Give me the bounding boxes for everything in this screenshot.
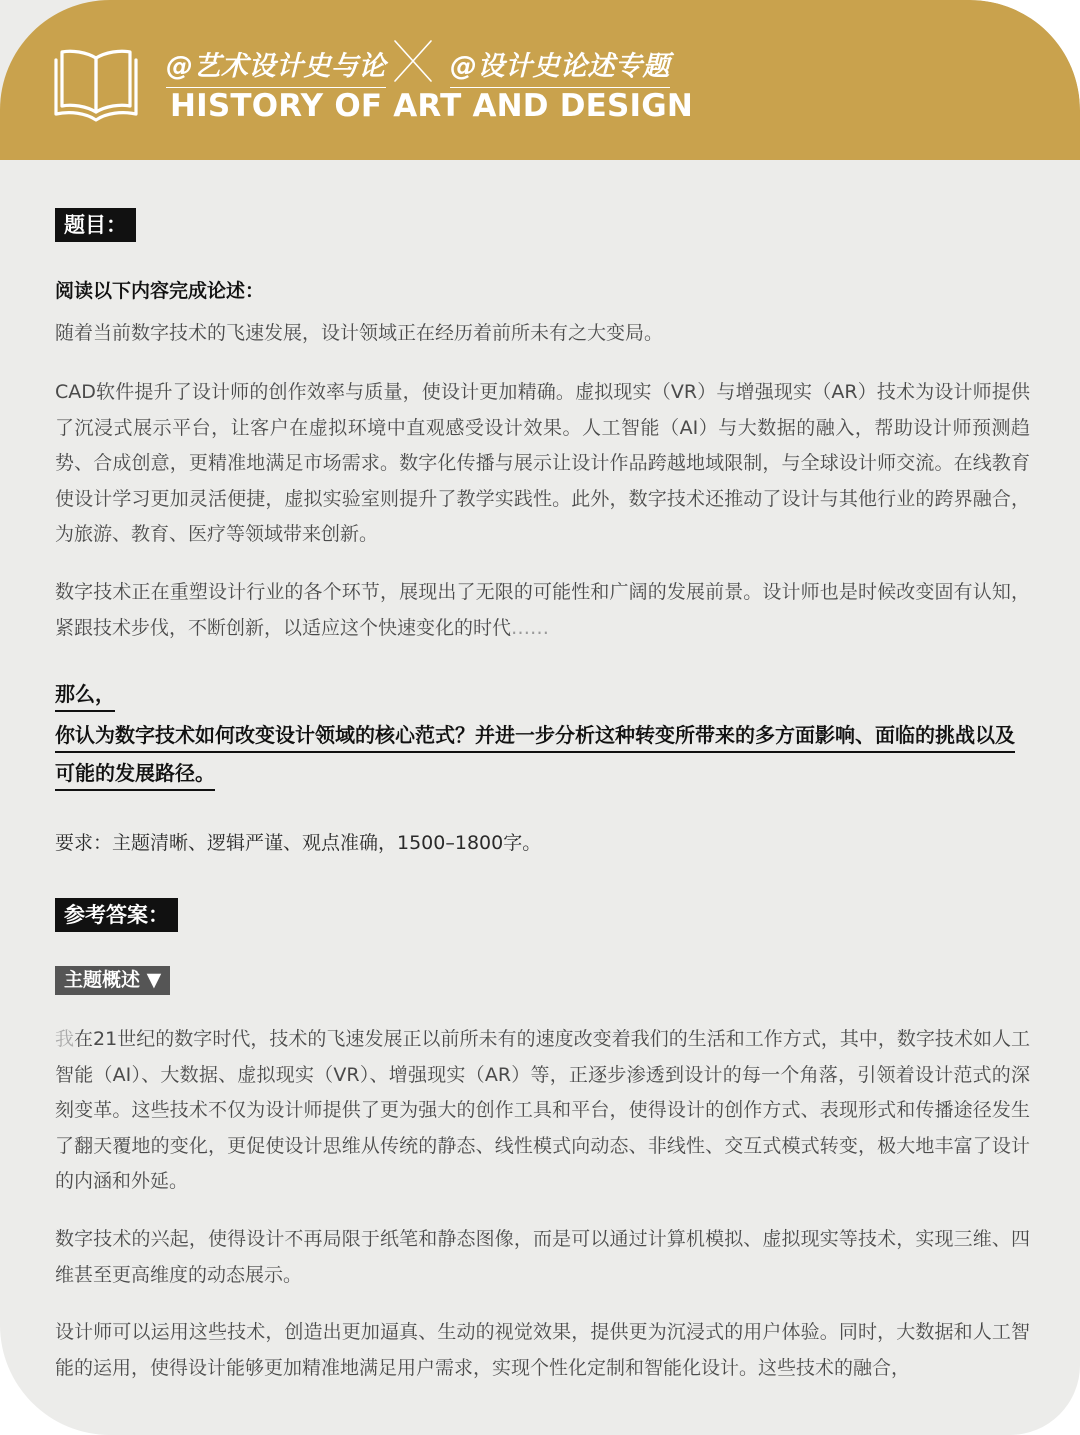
cross-icon — [392, 38, 434, 84]
question-label: 题目： — [55, 208, 136, 242]
question-paragraph-3-text: 数字技术正在重塑设计行业的各个环节，展现出了无限的可能性和广阔的发展前景。设计师也是时候改变固有认知，紧跟技术步伐，不断创新，以适应这个快速变化的时代 — [55, 581, 1030, 639]
question-paragraph-1-text: 随着当前数字技术的飞速发展，设计领域正在经历着前所未有之大变局。 — [55, 322, 664, 344]
answer-paragraph-3 — [55, 1315, 1030, 1386]
drop-char: 我 — [55, 1028, 75, 1050]
answer-paragraph-2 — [55, 1222, 1030, 1293]
question-paragraph-2-text: CAD软件提升了设计师的创作效率与质量，使设计更加精确。虚拟现实（VR）与增强现实（AR）技术为设计师提供了沉浸式展示平台，让客户在虚拟环境中直观感受设计效果。人工智能（AI）与大数据的融入，帮助设计师预测趋势、合成创意，更精准地满足市场需求。数字化传播与展示让设计作品跨越地域限制，与全球设计师交流。在线教育使设计学习更加灵活便捷，虚拟实验室则提升了教学实践性。此外，数字技术还推动了设计与其他行业的跨界融合，为旅游、教育、医疗等领域带来创新。 — [55, 381, 1030, 545]
handle-left: @艺术设计史与论 — [166, 44, 386, 88]
question-intro: 阅读以下内容完成论述： — [55, 280, 265, 302]
open-book-icon — [50, 44, 142, 124]
question-paragraph-1 — [55, 316, 1030, 352]
ellipsis: …… — [511, 616, 550, 639]
answer-paragraph-1 — [55, 1022, 1030, 1200]
question-paragraph-2 — [55, 375, 1030, 553]
answer-paragraph-3-text: 设计师可以运用这些技术，创造出更加逼真、生动的视觉效果，提供更为沉浸式的用户体验。同时，大数据和人工智能的运用，使得设计能够更加精准地满足用户需求，实现个性化定制和智能化设计。这些技术的融合， — [55, 1321, 1030, 1379]
header-title: HISTORY OF ART AND DESIGN — [170, 88, 694, 124]
answer-label: 参考答案： — [55, 898, 178, 932]
question-prompt — [55, 716, 1030, 792]
answer-paragraph-1-text: 在21世纪的数字时代，技术的飞速发展正以前所未有的速度改变着我们的生活和工作方式，其中，数字技术如人工智能（AI）、大数据、虚拟现实（VR）、增强现实（AR）等，正逐步渗透到设计的每一个角落，引领着设计范式的深刻变革。这些技术不仅为设计师提供了更为强大的创作工具和平台，使得设计的创作方式、表现形式和传播途径发生了翻天覆地的变化，更促使设计思维从传统的静态、线性模式向动态、非线性、交互式模式转变，极大地丰富了设计的内涵和外延。 — [55, 1028, 1030, 1192]
header-banner — [0, 0, 1080, 160]
answer-paragraph-2-text: 数字技术的兴起，使得设计不再局限于纸笔和静态图像，而是可以通过计算机模拟、虚拟现实等技术，实现三维、四维甚至更高维度的动态展示。 — [55, 1228, 1030, 1286]
requirement: 要求：主题清晰、逻辑严谨、观点准确，1500–1800字。 — [55, 832, 542, 854]
question-prompt-text: 你认为数字技术如何改变设计领域的核心范式？并进一步分析这种转变所带来的多方面影响、面临的挑战以及可能的发展路径。 — [55, 723, 1015, 791]
question-paragraph-3 — [55, 575, 1030, 646]
so-heading: 那么， — [55, 678, 115, 712]
section-toggle[interactable]: 主题概述 ▼ — [55, 966, 170, 995]
handle-right: @设计史论述专题 — [450, 44, 670, 88]
